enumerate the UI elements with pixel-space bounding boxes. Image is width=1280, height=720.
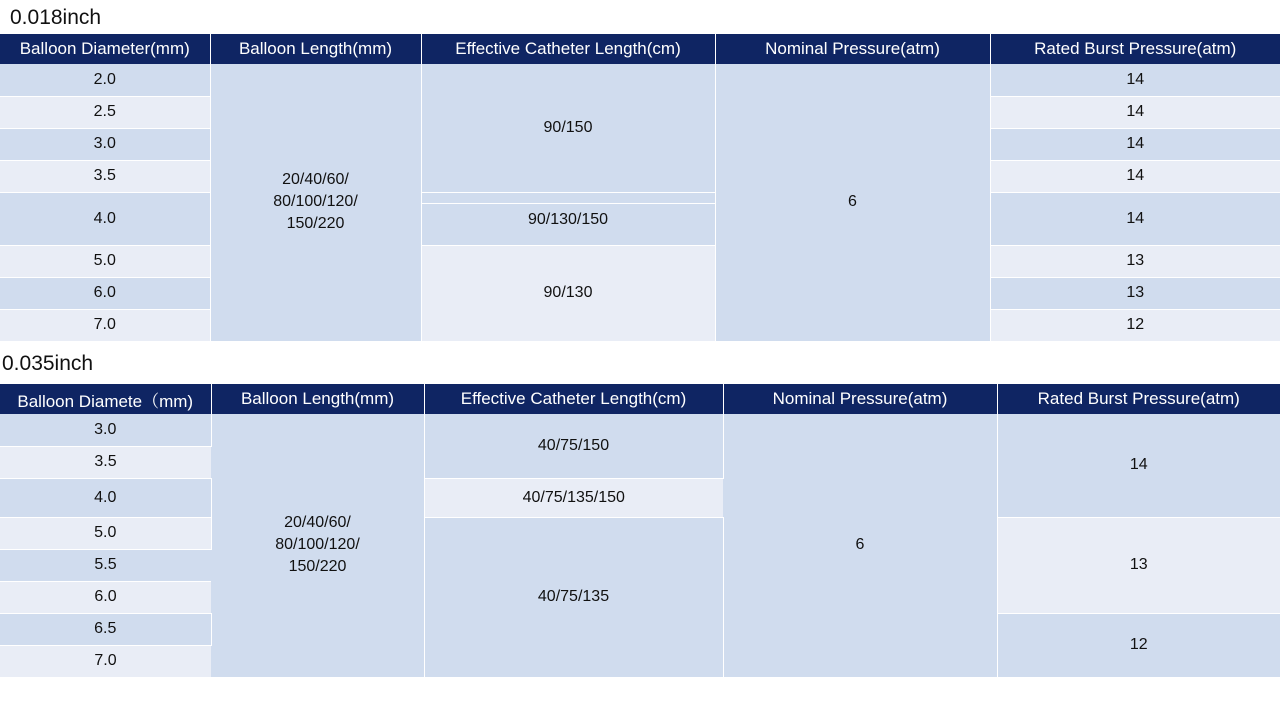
diameter-cell: 3.0 <box>0 128 210 160</box>
section-title-0035: 0.035inch <box>2 352 94 375</box>
diameter-cell: 4.0 <box>0 478 211 517</box>
table-row <box>0 64 1280 96</box>
header-balloon-length: Balloon Length(mm) <box>211 384 424 414</box>
catheter-length-split-cell <box>421 192 715 245</box>
diameter-cell: 7.0 <box>0 309 210 341</box>
burst-pressure-cell: 13 <box>990 245 1280 277</box>
diameter-cell: 2.0 <box>0 64 210 96</box>
length-line: 150/220 <box>286 215 345 233</box>
spec-table-0018 <box>0 34 1280 342</box>
catheter-length-cell: 40/75/135/150 <box>424 478 723 517</box>
balloon-length-cell <box>211 414 424 677</box>
catheter-length-cell: 40/75/150 <box>424 414 723 478</box>
balloon-length-cell <box>210 64 421 341</box>
header-burst-pressure: Rated Burst Pressure(atm) <box>997 384 1280 414</box>
catheter-length-cell: 40/75/135 <box>424 517 723 677</box>
diameter-cell: 2.5 <box>0 96 210 128</box>
table-row <box>0 517 1280 549</box>
spec-table-0035 <box>0 384 1280 678</box>
burst-pressure-cell: 12 <box>990 309 1280 341</box>
nominal-pressure-cell: 6 <box>723 414 997 677</box>
diameter-cell: 6.5 <box>0 613 211 645</box>
burst-pressure-cell: 12 <box>997 613 1280 677</box>
header-row <box>0 384 1280 414</box>
header-nominal-pressure: Nominal Pressure(atm) <box>715 34 990 64</box>
diameter-cell: 4.0 <box>0 192 210 245</box>
header-balloon-length: Balloon Length(mm) <box>210 34 421 64</box>
burst-pressure-cell: 14 <box>990 96 1280 128</box>
table-row <box>0 414 1280 446</box>
burst-pressure-cell: 13 <box>990 277 1280 309</box>
diameter-cell: 3.5 <box>0 160 210 192</box>
diameter-cell: 6.0 <box>0 581 211 613</box>
header-catheter-length: Effective Catheter Length(cm) <box>421 34 715 64</box>
table-row <box>0 192 1280 245</box>
catheter-length-value: 90/130/150 <box>422 203 715 235</box>
burst-pressure-cell: 14 <box>990 192 1280 245</box>
nominal-pressure-cell: 6 <box>715 64 990 341</box>
diameter-cell: 5.0 <box>0 517 211 549</box>
header-burst-pressure: Rated Burst Pressure(atm) <box>990 34 1280 64</box>
section-title-0018: 0.018inch <box>10 6 102 29</box>
burst-pressure-cell: 14 <box>990 128 1280 160</box>
diameter-cell: 7.0 <box>0 645 211 677</box>
catheter-length-cell: 90/130 <box>421 245 715 341</box>
burst-pressure-cell: 13 <box>997 517 1280 613</box>
diameter-cell: 6.0 <box>0 277 210 309</box>
length-line: 80/100/120/ <box>275 536 360 554</box>
header-balloon-diameter: Balloon Diamete（mm) <box>0 384 211 414</box>
length-line: 80/100/120/ <box>273 193 358 211</box>
diameter-cell: 3.5 <box>0 446 211 478</box>
diameter-cell: 5.0 <box>0 245 210 277</box>
diameter-cell: 5.5 <box>0 549 211 581</box>
header-row <box>0 34 1280 64</box>
length-line: 150/220 <box>288 558 347 576</box>
header-catheter-length: Effective Catheter Length(cm) <box>424 384 723 414</box>
catheter-length-cell: 90/150 <box>421 64 715 192</box>
header-nominal-pressure: Nominal Pressure(atm) <box>723 384 997 414</box>
length-line: 20/40/60/ <box>282 171 349 189</box>
burst-pressure-cell: 14 <box>990 160 1280 192</box>
burst-pressure-cell: 14 <box>997 414 1280 517</box>
burst-pressure-cell: 14 <box>990 64 1280 96</box>
diameter-cell: 3.0 <box>0 414 211 446</box>
table-row <box>0 245 1280 277</box>
length-line: 20/40/60/ <box>284 514 351 532</box>
header-balloon-diameter: Balloon Diameter(mm) <box>0 34 210 64</box>
